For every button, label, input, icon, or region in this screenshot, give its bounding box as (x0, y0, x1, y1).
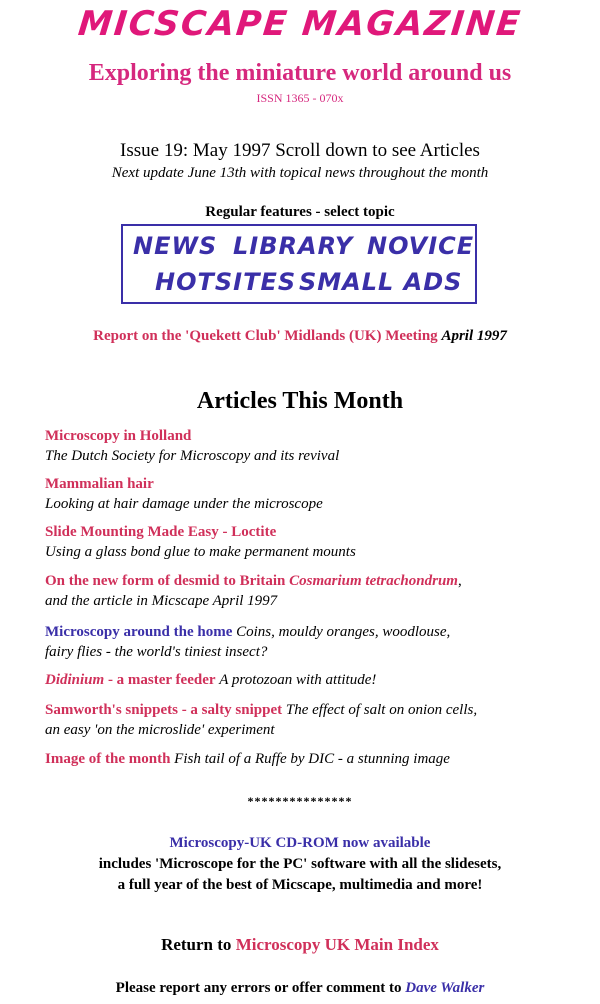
article-item (45, 622, 575, 662)
nav-news[interactable]: NEWS (133, 232, 218, 260)
main-index-link[interactable]: Microscopy UK Main Index (235, 935, 439, 954)
nav-novice[interactable]: NOVICE (367, 232, 475, 260)
article-title-link[interactable]: Image of the month (45, 751, 171, 767)
nav-library[interactable]: LIBRARY (233, 232, 354, 260)
article-desc: The Dutch Society for Microscopy and its revival (45, 448, 340, 464)
article-title-link[interactable]: Microscopy in Holland (45, 428, 192, 444)
article-desc: Using a glass bond glue to make permanent mounts (45, 544, 356, 560)
magazine-logo: MICSCAPE MAGAZINE (76, 4, 524, 44)
nav-small-ads[interactable]: SMALL ADS (299, 268, 463, 296)
features-nav (121, 224, 477, 304)
articles-heading: Articles This Month (196, 388, 404, 414)
article-item (45, 749, 575, 769)
next-update-note: Next update June 13th with topical news throughout the month (111, 165, 489, 181)
issn: ISSN 1365 - 070x (256, 91, 344, 105)
article-desc-inline: A protozoan with attitude! (219, 672, 377, 688)
nav-hotsites[interactable]: HOTSITES (155, 268, 297, 296)
cdrom-desc-line2: a full year of the best of Micscape, multimedia and more! (117, 877, 483, 893)
article-desc-inline: Coins, mouldy oranges, woodlouse, (236, 624, 451, 640)
article-title-link[interactable]: Didinium (45, 672, 105, 688)
return-line (0, 935, 600, 955)
article-item (45, 474, 575, 514)
article-item (45, 522, 575, 562)
article-desc: and the article in Micscape April 1997 (45, 593, 278, 609)
article-item (45, 700, 575, 740)
article-item (45, 571, 575, 611)
separator-stars: *************** (247, 794, 353, 808)
article-desc: an easy 'on the microslide' experiment (45, 722, 275, 738)
return-prefix: Return to (161, 935, 232, 954)
article-item (45, 426, 575, 466)
article-title-link[interactable]: Samworth's snippets - a salty snippet (45, 702, 283, 718)
quekett-report-date: April 1997 (441, 328, 507, 344)
quekett-report (0, 328, 600, 345)
article-title-species-link[interactable]: Cosmarium tetrachondrum (289, 573, 458, 589)
article-title-link[interactable]: Mammalian hair (45, 476, 154, 492)
report-line (0, 980, 600, 997)
article-desc-inline: The effect of salt on onion cells, (285, 702, 478, 718)
quekett-report-link[interactable]: Report on the 'Quekett Club' Midlands (UK) Meeting (93, 328, 438, 344)
regular-features-label: Regular features - select topic (205, 204, 395, 220)
author-email-link[interactable]: Dave Walker (405, 980, 485, 996)
article-title-comma: , (457, 573, 462, 589)
cdrom-link[interactable]: Microscopy-UK CD-ROM now available (169, 835, 431, 851)
article-item (45, 670, 575, 690)
issue-line: Issue 19: May 1997 Scroll down to see Articles (120, 140, 480, 161)
article-desc: Looking at hair damage under the microscope (45, 496, 323, 512)
article-title-link[interactable]: On the new form of desmid to Britain (45, 573, 286, 589)
article-title-link[interactable]: Slide Mounting Made Easy - Loctite (45, 524, 277, 540)
report-prefix: Please report any errors or offer comment to (115, 980, 402, 996)
article-desc-inline: Fish tail of a Ruffe by DIC - a stunning image (174, 751, 450, 767)
cdrom-desc-line1: includes 'Microscope for the PC' software with all the slidesets, (98, 856, 502, 872)
article-title-rest-link[interactable]: - a master feeder (104, 672, 216, 688)
tagline: Exploring the miniature world around us (88, 60, 512, 86)
article-title-link[interactable]: Microscopy around the home (45, 624, 233, 640)
article-desc: fairy flies - the world's tiniest insect? (45, 644, 268, 660)
